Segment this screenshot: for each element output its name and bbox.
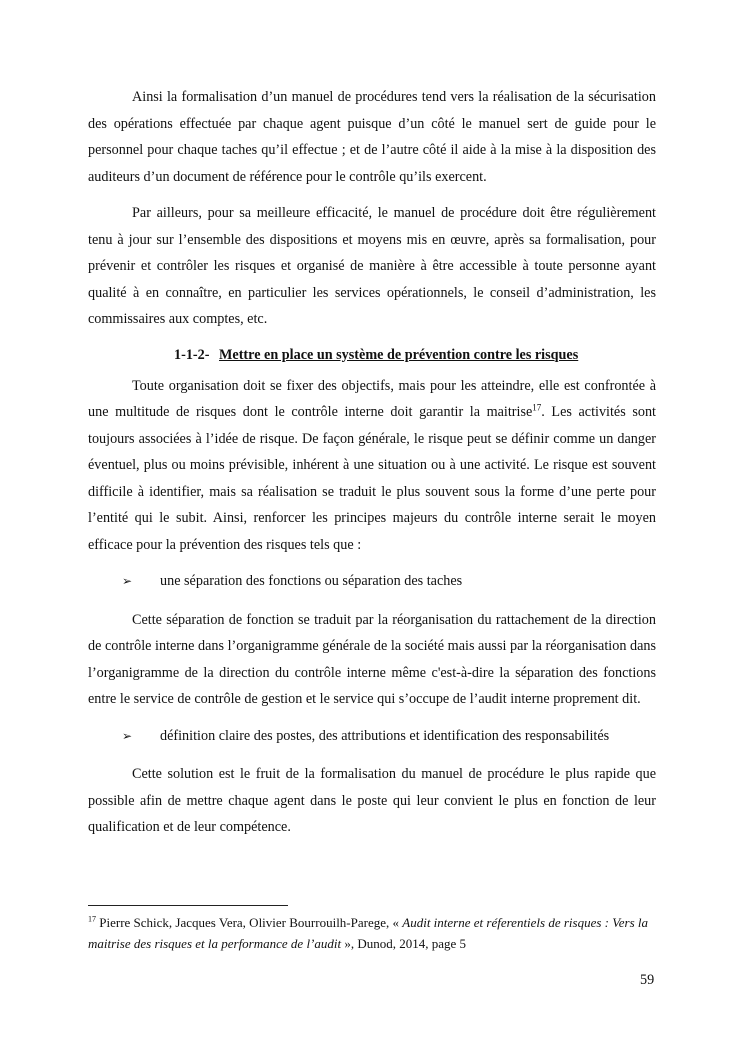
footnote-tail: », Dunod, 2014, page 5 [341,936,467,951]
section-title: Mettre en place un système de prévention contre les risques [219,346,579,363]
footnote-divider [88,905,288,906]
page-body [88,84,656,851]
page-number: 59 [640,972,655,988]
footnote-reference: 17 [532,402,542,413]
paragraph-4-text: Cette séparation de fonction se traduit par la réorganisation du rattachement de la direction de contrôle interne dans l’organigramme générale de la société mais aussi par la réorganisation dans l’organigramme de la direction du contrôle interne même c'est-à-dire la séparation des fonctions entre le service de contrôle de gestion et le service qui s’occupe de l’audit interne proprement dit. [88,611,656,707]
paragraph-4 [88,607,656,713]
footnote-authors: Pierre Schick, Jacques Vera, Olivier Bourrouilh-Parege, « [96,915,403,930]
paragraph-3 [88,373,656,559]
arrow-bullet-icon: ➢ [122,574,133,588]
bullet-item-2 [122,723,656,750]
paragraph-3-text-a: Toute organisation doit se fixer des objectifs, mais pour les atteindre, elle est confrontée à une multitude de risques dont le contrôle interne doit garantir la maitrise [88,377,656,420]
paragraph-1-text: Ainsi la formalisation d’un manuel de procédures tend vers la réalisation de la sécurisation des opérations effectuée par chaque agent puisque d’un côté le manuel sert de guide pour le personnel pour chaque taches qu’il effectue ; et de l’autre côté il aide à la mise à la disposition des auditeurs d’un document de référence pour le contrôle qu’ils exercent. [88,89,656,185]
paragraph-2 [88,200,656,333]
section-number: 1-1-2- [174,346,210,363]
paragraph-5-text: Cette solution est le fruit de la formalisation du manuel de procédure le plus rapide que possible afin de mettre chaque agent dans le poste qui leur convient le plus en fonction de leur qualification et de leur compétence. [88,766,656,835]
paragraph-5 [88,761,656,841]
bullet-item-1 [122,568,656,595]
paragraph-3-text-b: . Les activités sont toujours associées à l’idée de risque. De façon générale, le risque peut se définir comme un danger éventuel, plus ou moins prévisible, inhérent à une situation ou à une activité. Le risque est souvent difficile à identifier, mais sa réalisation se traduit le plus souvent sous la forme d’une perte pour l’entité qui le subit. Ainsi, renforcer les principes majeurs du contrôle interne serait le moyen efficace pour la prévention des risques tels que : [88,404,656,553]
paragraph-1 [88,84,656,190]
footnote-number: 17 [88,914,96,924]
section-heading [174,343,656,367]
footnote-title: Audit interne et réferentiels de risques : Vers la maitrise des risques et la performance de l’audit [88,915,649,951]
bullet-item-2-text: définition claire des postes, des attributions et identification des responsabilités [160,727,610,744]
bullet-item-1-text: une séparation des fonctions ou séparation des taches [160,573,463,589]
arrow-bullet-icon: ➢ [122,728,133,743]
paragraph-2-text: Par ailleurs, pour sa meilleure efficacité, le manuel de procédure doit être régulièrement tenu à jour sur l’ensemble des dispositions et moyens mis en œuvre, après sa formalisation, pour prévenir et contrôler les risques et organisé de manière à être accessible à toute personne ayant qualité à en connaître, en particulier les services opérationnels, le conseil d’administration, les commissaires aux comptes, etc. [88,205,656,327]
footnote [88,912,658,954]
